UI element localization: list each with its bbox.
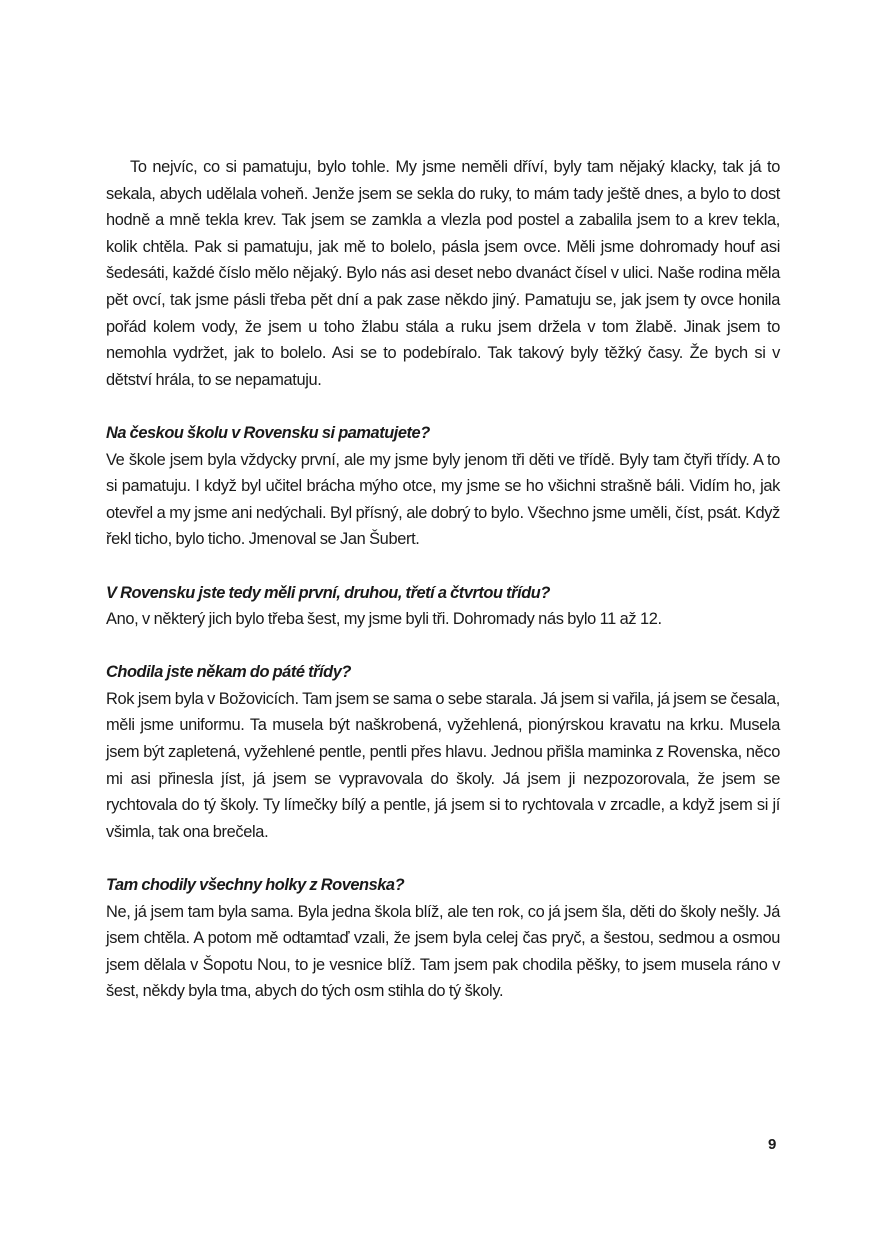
interview-question: Na českou školu v Rovensku si pamatujete? (106, 423, 430, 442)
qa-block (106, 420, 780, 553)
qa-block (106, 872, 780, 1005)
interview-answer: Ve škole jsem byla vždycky první, ale my jsme byly jenom tři děti ve třídě. Byly tam čtyři třídy. A to si pamatuju. I když byl učitel brácha mýho otce, my jsme se ho všichni strašně báli. Vidím ho, jak otevřel a my jsme ani nedýchali. Byl přísný, ale dobrý to bylo. Všechno jsme uměli, číst, psát. Když řekl ticho, bylo ticho. Jmenoval se Jan Šubert. (106, 450, 780, 549)
interview-question: Tam chodily všechny holky z Rovenska? (106, 876, 405, 895)
page-number: 9 (768, 1136, 777, 1153)
intro-paragraph: To nejvíc, co si pamatuju, bylo tohle. My jsme neměli dříví, byly tam nějaký klacky, tak já to sekala, abych udělala voheň. Jenže jsem se sekla do ruky, to mám tady ještě dnes, a bylo to dost hodně a mně tekla krev. Tak jsem se zamkla a vlezla pod postel a zabalila jsem to a krev tekla, kolik chtěla. Pak si pamatuju, jak mě to bolelo, pásla jsem ovce. Měli jsme dohromady houf asi šedesáti, každé číslo mělo nějaký. Bylo nás asi deset nebo dvanáct čísel v ulici. Naše rodina měla pět ovcí, tak jsme pásli třeba pět dní a pak zase někdo jiný. Pamatuju se, jak jsem ty ovce honila pořád kolem vody, že jsem u toho žlabu stála a ruku jsem držela v tom žlabě. Jinak jsem to nemohla vydržet, jak to bolelo. Asi se to podebíralo. Tak takový byly těžký časy. Že bych si v dětství hrála, to se nepamatuju. (106, 158, 780, 389)
interview-answer: Ano, v některý jich bylo třeba šest, my jsme byli tři. Dohromady nás bylo 11 až 12. (106, 610, 662, 629)
interview-answer: Rok jsem byla v Božovicích. Tam jsem se sama o sebe starala. Já jsem si vařila, já jsem se česala, měli jsme uniformu. Ta musela být naškrobená, vyžehlená, pionýrskou kravatu na krku. Musela jsem být zapletená, vyžehlené pentle, pentli přes hlavu. Jednou přišla maminka z Rovenska, něco mi asi přinesla jíst, já jsem se vypravovala do školy. Já jsem ji nezpozorovala, že jsem se rychtovala do tý školy. Ty límečky bílý a pentle, já jsem si to rychtovala v zrcadle, a když jsem si jí všimla, tak ona brečela. (106, 689, 780, 841)
interview-answer: Ne, já jsem tam byla sama. Byla jedna škola blíž, ale ten rok, co já jsem šla, děti do školy nešly. Já jsem chtěla. A potom mě odtamtaď vzali, že jsem byla celej čas pryč, a šestou, sedmou a osmou jsem dělala v Šopotu Nou, to je vesnice blíž. Tam jsem pak chodila pěšky, to jsem musela ráno v šest, někdy byla tma, abych do tých osm stihla do tý školy. (106, 902, 780, 1001)
page-body (106, 154, 780, 1005)
qa-block (106, 580, 780, 633)
qa-block (106, 659, 780, 845)
interview-question: V Rovensku jste tedy měli první, druhou, třetí a čtvrtou třídu? (106, 583, 550, 602)
interview-question: Chodila jste někam do páté třídy? (106, 663, 351, 682)
